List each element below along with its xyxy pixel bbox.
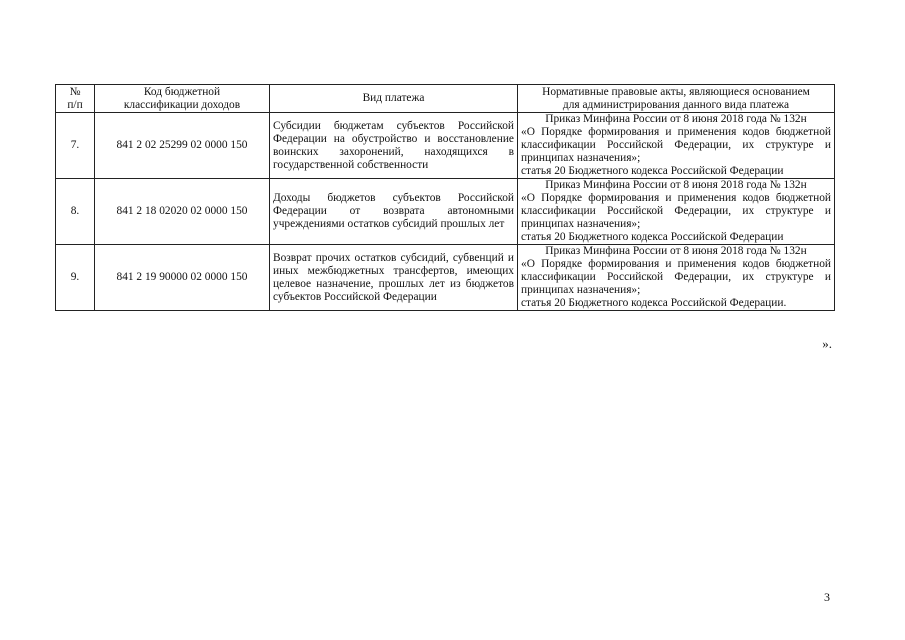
act-line: статья 20 Бюджетного кодекса Российской Федерации. (521, 297, 787, 309)
act-line: «О Порядке формирования и применения кодов бюджетной классификации Российской Федерации, их структуре и принципах назначения»; (521, 126, 831, 164)
header-number: № п/п (56, 85, 95, 113)
closing-quote-mark: ». (822, 336, 832, 351)
header-code: Код бюджетной классификации доходов (95, 85, 270, 113)
header-legal-acts: Нормативные правовые акты, являющиеся основанием для администрирования данного вида платежа (518, 85, 835, 113)
row-payment-type: Субсидии бюджетам субъектов Российской Федерации на обустройство и восстановление воинских захоронений, находящихся в государственной собственности (270, 113, 518, 179)
row-number: 9. (56, 245, 95, 311)
row-payment-type: Возврат прочих остатков субсидий, субвенций и иных межбюджетных трансфертов, имеющих целевое назначение, прошлых лет из бюджетов субъектов Российской Федерации (270, 245, 518, 311)
act-line: «О Порядке формирования и применения кодов бюджетной классификации Российской Федерации, их структуре и принципах назначения»; (521, 258, 831, 296)
act-line: Приказ Минфина России от 8 июня 2018 года № 132н (545, 245, 807, 257)
budget-classification-table (55, 84, 835, 311)
row-payment-type: Доходы бюджетов субъектов Российской Федерации от возврата автономными учреждениями остатков субсидий прошлых лет (270, 179, 518, 245)
table-header-row (56, 85, 835, 113)
act-line: «О Порядке формирования и применения кодов бюджетной классификации Российской Федерации, их структуре и принципах назначения»; (521, 192, 831, 230)
row-code: 841 2 19 90000 02 0000 150 (95, 245, 270, 311)
table-row (56, 179, 835, 245)
act-line: Приказ Минфина России от 8 июня 2018 года № 132н (545, 113, 807, 125)
row-legal-acts (518, 245, 835, 311)
act-line: статья 20 Бюджетного кодекса Российской Федерации (521, 231, 784, 243)
row-number: 8. (56, 179, 95, 245)
row-legal-acts (518, 113, 835, 179)
table-row (56, 113, 835, 179)
header-payment-type: Вид платежа (270, 85, 518, 113)
act-line: Приказ Минфина России от 8 июня 2018 года № 132н (545, 179, 807, 191)
row-code: 841 2 18 02020 02 0000 150 (95, 179, 270, 245)
act-line: статья 20 Бюджетного кодекса Российской Федерации (521, 165, 784, 177)
row-legal-acts (518, 179, 835, 245)
table-row (56, 245, 835, 311)
row-number: 7. (56, 113, 95, 179)
page-number: 3 (824, 590, 830, 604)
row-code: 841 2 02 25299 02 0000 150 (95, 113, 270, 179)
